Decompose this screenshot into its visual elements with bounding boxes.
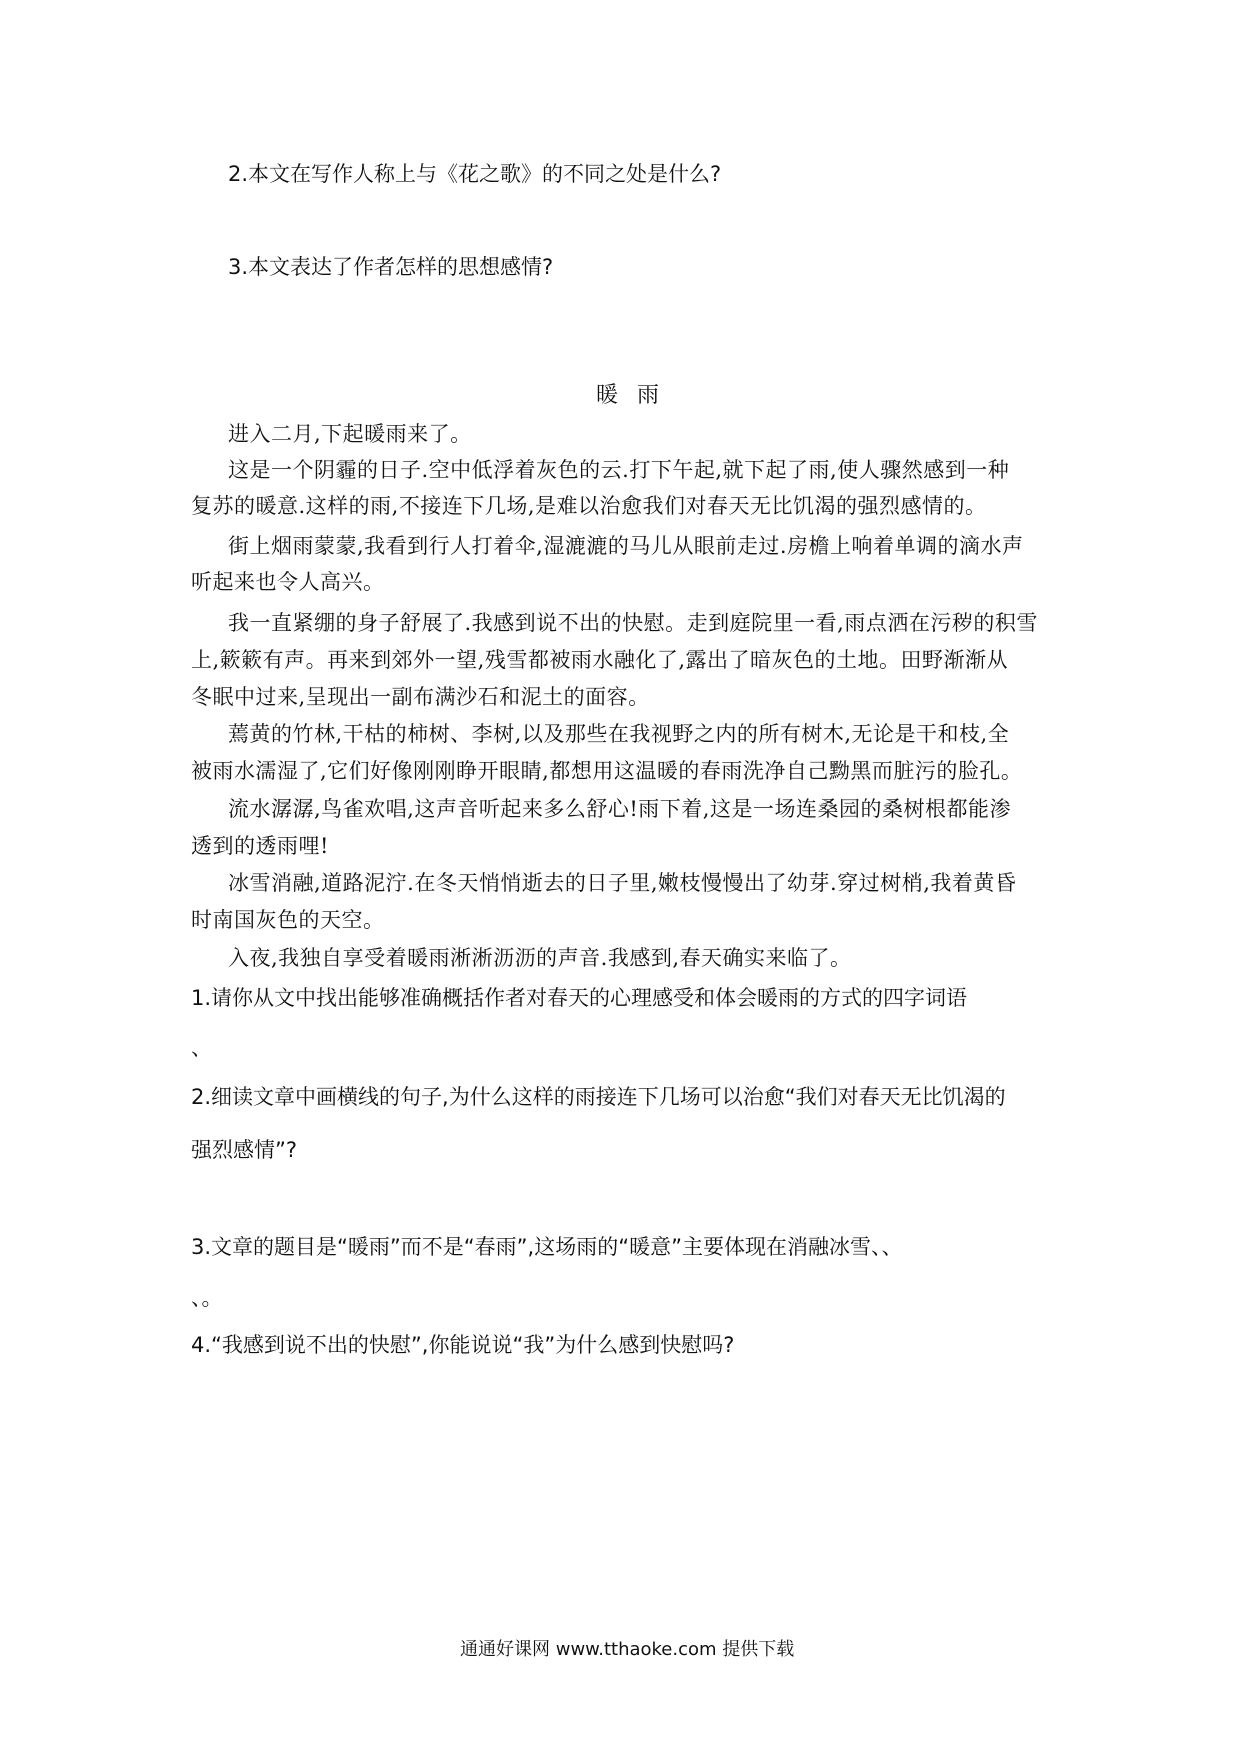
article-line: 冰雪消融,道路泥泞.在冬天悄悄逝去的日子里,嫩枝慢慢出了幼芽.穿过树梢,我着黄昏 <box>228 871 1017 895</box>
question-1-blank-tail: 、 <box>191 1036 212 1060</box>
article-line: 蔫黄的竹林,干枯的柿树、李树,以及那些在我视野之内的所有树木,无论是干和枝,全 <box>228 722 1010 746</box>
question-3-title-warmth: 3.文章的题目是“暖雨”而不是“春雨”,这场雨的“暖意”主要体现在消融冰雪、、 <box>191 1235 903 1259</box>
question-4-comfort: 4.“我感到说不出的快慰”,你能说说“我”为什么感到快慰吗? <box>191 1333 735 1357</box>
article-line: 我一直紧绷的身子舒展了.我感到说不出的快慰。走到庭院里一看,雨点洒在污秽的积雪 <box>228 611 1038 635</box>
article-title: 暖 雨 <box>596 383 665 408</box>
question-3-feelings: 3.本文表达了作者怎样的思想感情? <box>228 255 554 279</box>
question-2-continuation: 强烈感情”? <box>191 1138 298 1162</box>
article-line: 上,簌簌有声。再来到郊外一望,残雪都被雨水融化了,露出了暗灰色的土地。田野渐渐从 <box>191 648 1009 672</box>
footer-download-note: 通通好课网 www.tthaoke.com 提供下载 <box>460 1639 795 1660</box>
article-line: 进入二月,下起暖雨来了。 <box>228 422 472 446</box>
article-line: 冬眠中过来,呈现出一副布满沙石和泥土的面容。 <box>191 685 650 709</box>
article-line: 时南国灰色的天空。 <box>191 908 385 932</box>
article-line: 入夜,我独自享受着暖雨淅淅沥沥的声音.我感到,春天确实来临了。 <box>228 946 852 970</box>
question-3-blank-tail: 、。 <box>191 1286 223 1310</box>
article-line: 街上烟雨蒙蒙,我看到行人打着伞,湿漉漉的马儿从眼前走过.房檐上响着单调的滴水声 <box>228 534 1024 558</box>
article-line: 听起来也令人高兴。 <box>191 570 385 594</box>
article-line: 透到的透雨哩! <box>191 834 329 858</box>
article-line: 这是一个阴霾的日子.空中低浮着灰色的云.打下午起,就下起了雨,使人骤然感到一种 <box>228 458 1010 482</box>
question-1-four-char-words: 1.请你从文中找出能够准确概括作者对春天的心理感受和体会暖雨的方式的四字词语 <box>191 986 968 1010</box>
article-line: 流水潺潺,鸟雀欢唱,这声音听起来多么舒心!雨下着,这是一场连桑园的桑树根都能渗 <box>228 797 1011 821</box>
question-2-person: 2.本文在写作人称上与《花之歌》的不同之处是什么? <box>228 162 722 186</box>
question-2-underlined-sentence: 2.细读文章中画横线的句子,为什么这样的雨接连下几场可以治愈“我们对春天无比饥渴的 <box>191 1085 1006 1109</box>
article-line: 复苏的暖意.这样的雨,不接连下几场,是难以治愈我们对春天无比饥渴的强烈感情的。 <box>191 494 987 518</box>
article-line: 被雨水濡湿了,它们好像刚刚睁开眼睛,都想用这温暖的春雨洗净自己黝黑而脏污的脸孔。 <box>191 759 1023 783</box>
